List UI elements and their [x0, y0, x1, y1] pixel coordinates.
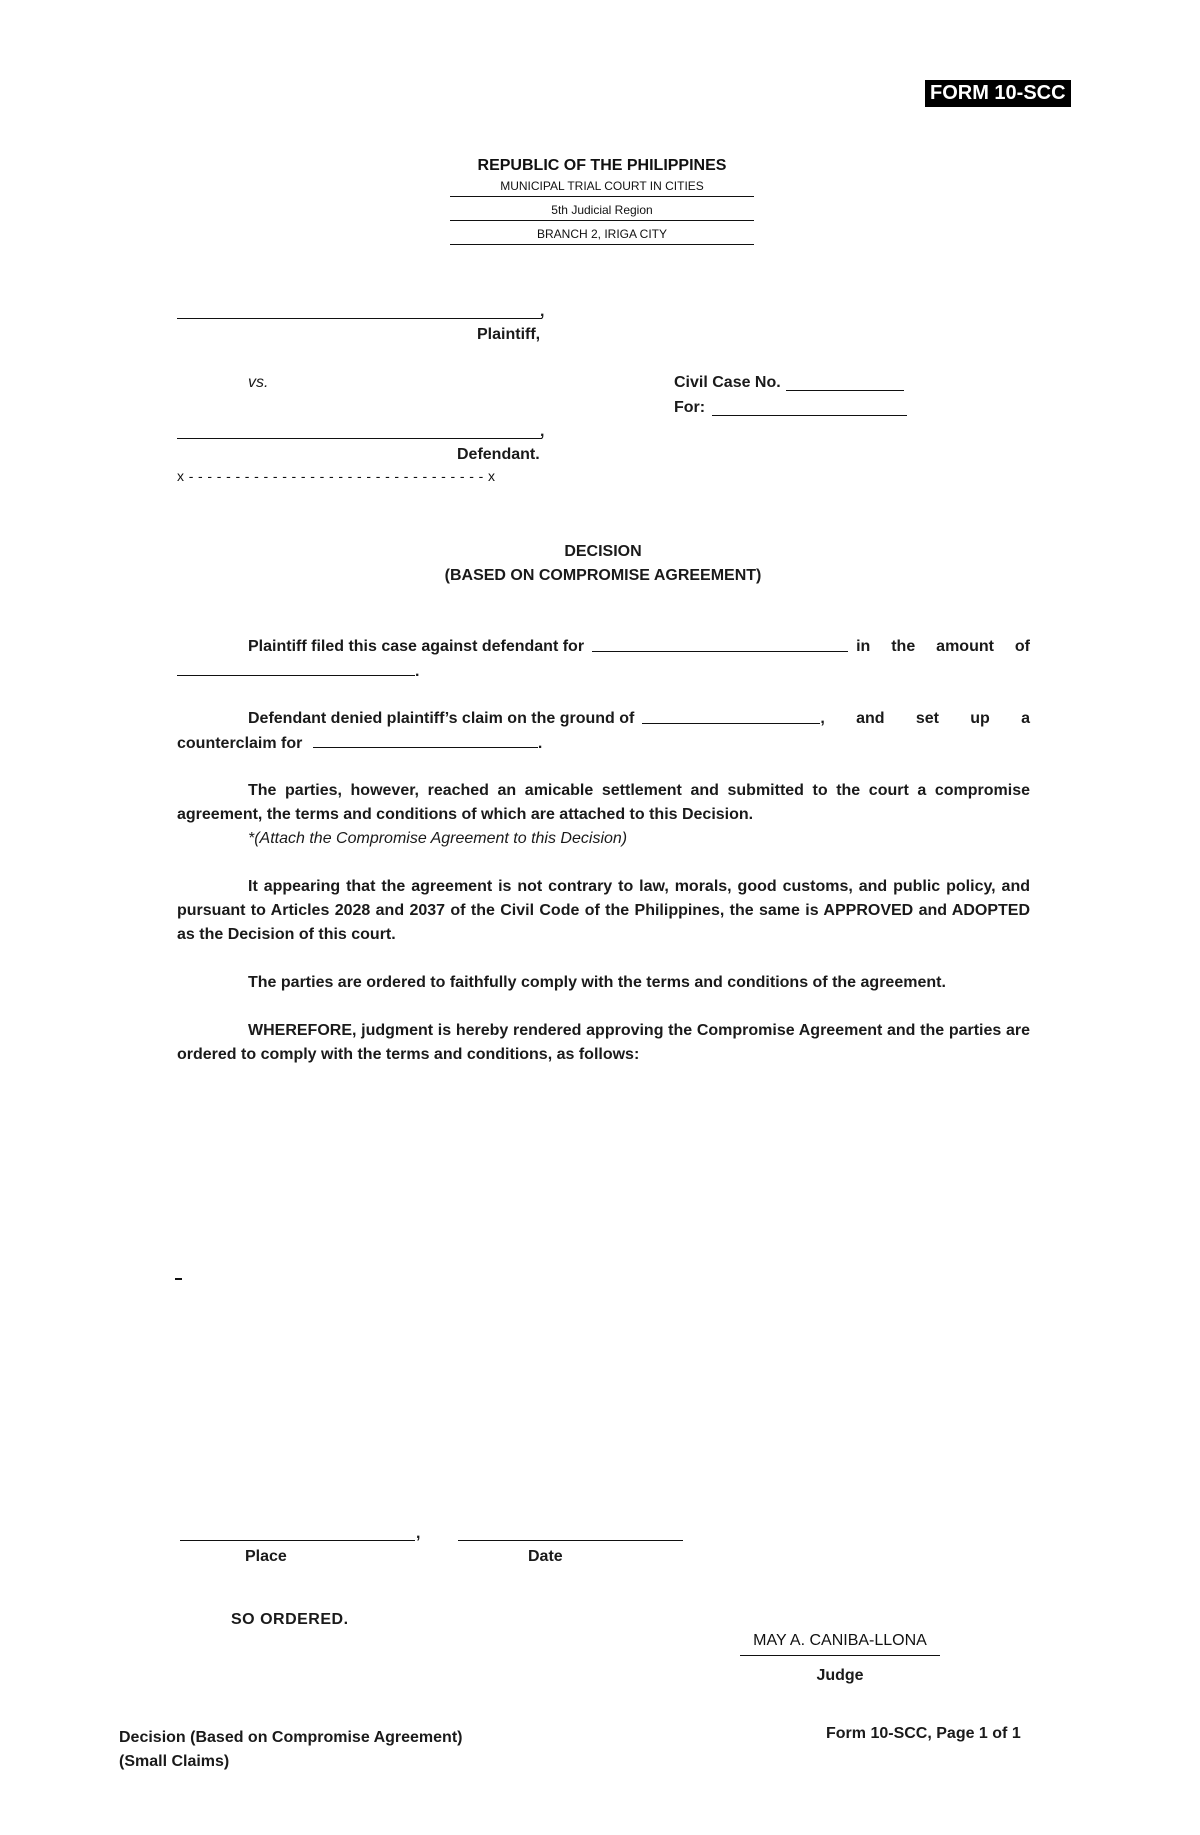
footer-page-number: Form 10-SCC, Page 1 of 1 — [826, 1725, 1021, 1742]
para-1-text-b: in the amount of — [856, 638, 1030, 655]
date-label: Date — [528, 1548, 563, 1565]
decision-subtitle: (BASED ON COMPROMISE AGREEMENT) — [444, 567, 762, 584]
para-4: It appearing that the agreement is not contrary to law, morals, good customs, and public policy, and pursuant to Articles 2028 and 2037 of the Civil Code of the Philippines, the same is APPROVED and ADOPTED as the Decision of this court. — [177, 878, 1030, 943]
footer-form-subtitle: (Small Claims) — [119, 1753, 230, 1770]
for-label: For: — [674, 399, 706, 416]
para-2-line-2 — [177, 731, 542, 756]
court-branch: BRANCH 2, IRIGA CITY — [450, 227, 754, 245]
para-5: The parties are ordered to faithfully comply with the terms and conditions of the agreement. — [248, 974, 946, 991]
para-6: WHEREFORE, judgment is hereby rendered approving the Compromise Agreement and the parties are ordered to comply with the terms and conditions, as follows: — [177, 1022, 1030, 1063]
para-1-amount-field[interactable] — [177, 659, 415, 676]
defendant-label: Defendant. — [457, 446, 540, 463]
plaintiff-name-line[interactable] — [177, 318, 542, 319]
para-2-text-b: , and set up a — [820, 710, 1030, 727]
para-1-text-a: Plaintiff filed this case against defendant for — [248, 638, 585, 655]
para-1-line-2 — [177, 659, 419, 684]
para-1-period: . — [415, 663, 420, 680]
defendant-name-line[interactable] — [177, 438, 542, 439]
para-1-line-1 — [248, 635, 1030, 659]
so-ordered: SO ORDERED. — [231, 1611, 349, 1628]
defendant-comma: , — [540, 423, 545, 440]
para-2-period: . — [537, 735, 543, 752]
para-2-text-a: Defendant denied plaintiff’s claim on the ground of — [248, 710, 635, 727]
date-field[interactable] — [458, 1540, 683, 1541]
civil-case-no-field[interactable] — [786, 390, 904, 391]
form-label-badge: FORM 10-SCC — [925, 80, 1071, 107]
plaintiff-label: Plaintiff, — [477, 326, 541, 343]
court-republic-title: REPUBLIC OF THE PHILIPPINES — [477, 157, 727, 174]
place-field[interactable] — [180, 1540, 415, 1541]
para-1-claim-field[interactable] — [592, 635, 848, 652]
para-2-ground-field[interactable] — [642, 707, 820, 724]
footer-form-title: Decision (Based on Compromise Agreement) — [119, 1729, 463, 1746]
place-comma: , — [416, 1525, 421, 1542]
judge-title: Judge — [816, 1667, 864, 1684]
civil-case-no-label: Civil Case No. — [674, 374, 781, 391]
para-2-counterclaim-field[interactable] — [313, 731, 538, 748]
dash-mark — [175, 1278, 182, 1280]
versus-label: vs. — [248, 374, 269, 391]
plaintiff-comma: , — [540, 303, 545, 320]
para-2-text-c: counterclaim for — [177, 735, 303, 752]
judge-name: MAY A. CANIBA-LLONA — [740, 1632, 940, 1656]
para-2-line-1 — [248, 707, 1030, 731]
court-name: MUNICIPAL TRIAL COURT IN CITIES — [450, 179, 754, 197]
decision-title: DECISION — [564, 543, 642, 560]
para-3: The parties, however, reached an amicable settlement and submitted to the court a compromise agreement, the terms and conditions of which are attached to this Decision. — [177, 782, 1030, 823]
for-field[interactable] — [712, 415, 907, 416]
court-region: 5th Judicial Region — [450, 203, 754, 221]
place-label: Place — [245, 1548, 287, 1565]
caption-separator: x - - - - - - - - - - - - - - - - - - - - - - - - - - - - - - - - x — [177, 468, 496, 484]
para-3-attachment-note: *(Attach the Compromise Agreement to this Decision) — [248, 830, 628, 847]
